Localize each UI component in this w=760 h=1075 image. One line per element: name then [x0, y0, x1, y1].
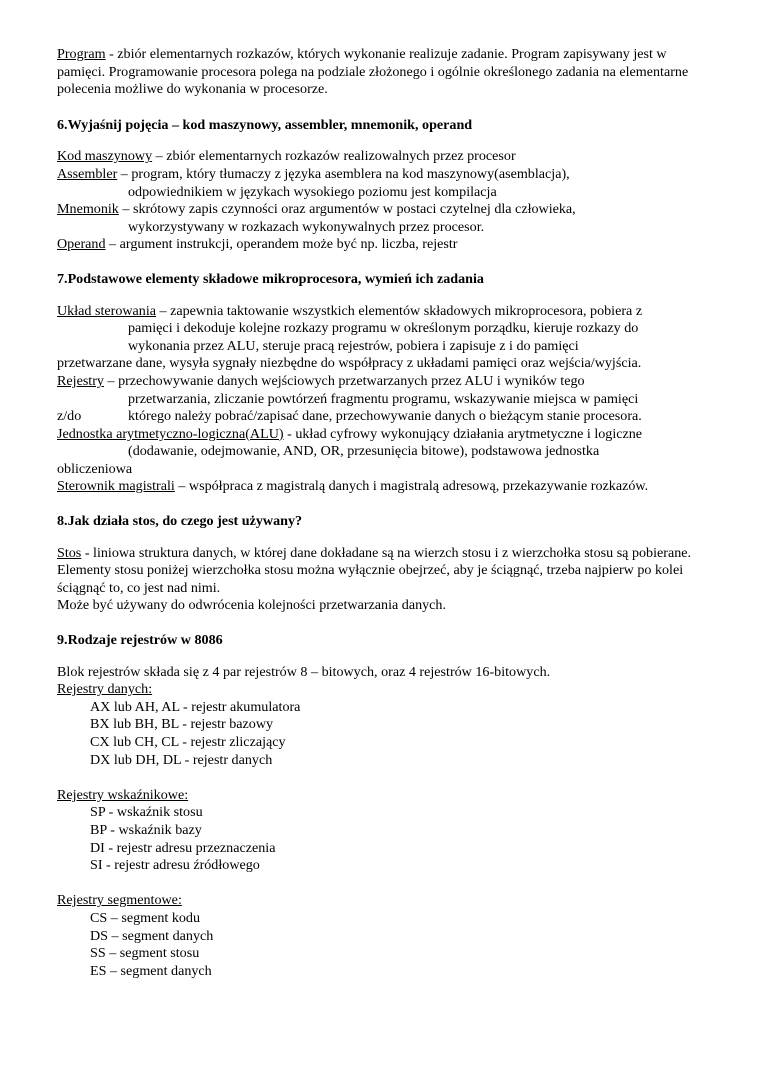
def-uklad-cont-1: pamięci i dekoduje kolejne rozkazy programu w określonym porządku, kieruje rozkazy do	[128, 320, 639, 337]
def-alu-cont-2: obliczeniowa	[57, 460, 133, 477]
def-rejestry-cont-2: z/do którego należy pobrać/zapisać dane, przechowywanie danych o bieżącym stanie procesora.	[57, 408, 642, 425]
group-title-pointer: Rejestry wskaźnikowe:	[57, 786, 189, 803]
def-sterownik: Sterownik magistrali – współpraca z magistralą danych i magistralą adresową, przekazywanie rozkazów.	[57, 478, 649, 495]
register-item: CX lub CH, CL - rejestr zliczający	[90, 734, 286, 750]
register-item: SI - rejestr adresu źródłowego	[90, 857, 260, 874]
def-operand: Operand – argument instrukcji, operandem może być np. liczba, rejestr	[57, 236, 458, 253]
spacer	[57, 769, 707, 787]
def-mnemonik-cont: wykorzystywany w rozkazach wykonywalnych przez procesor.	[128, 218, 485, 235]
register-item: ES – segment danych	[90, 962, 212, 979]
def-kod-maszynowy: Kod maszynowy – zbiór elementarnych rozkazów realizowalnych przez procesor	[57, 148, 516, 165]
def-mnemonik: Mnemonik – skrótowy zapis czynności oraz argumentów w postaci czytelnej dla człowieka,	[57, 201, 576, 218]
spacer	[57, 875, 707, 893]
register-item: DS – segment danych	[90, 927, 214, 944]
def-rejestry-cont-1: przetwarzania, zliczanie powtórzeń fragmentu programu, wskazywanie miejsca w pamięci	[128, 390, 639, 407]
register-item: DX lub DH, DL - rejestr danych	[90, 751, 273, 768]
heading-6: 6.Wyjaśnij pojęcia – kod maszynowy, assembler, mnemonik, operand	[57, 116, 473, 133]
register-item: SS – segment stosu	[90, 945, 200, 962]
group-title-segment: Rejestry segmentowe:	[57, 892, 182, 909]
def-uklad-cont-2: wykonania przez ALU, steruje pracą rejestrów, pobiera i zapisuje z i do pamięci	[128, 337, 579, 354]
heading-8: 8.Jak działa stos, do czego jest używany?	[57, 513, 303, 530]
def-alu: Jednostka arytmetyczno-logiczna(ALU) - układ cyfrowy wykonujący działania arytmetyczne i logiczne	[57, 425, 643, 442]
def-assembler-cont: odpowiednikiem w językach wysokiego poziomu jest kompilacja	[128, 183, 497, 200]
document-page	[57, 46, 707, 980]
intro-paragraph: Program - zbiór elementarnych rozkazów, których wykonanie realizuje zadanie. Program zapisywany jest w pamięci. Programowanie procesora polega na podziale złożonego i ogólnie określonego zadania na elementarne polecenia możliwe do wykonania w procesorze.	[57, 46, 689, 98]
term-program: Program	[57, 46, 106, 62]
group-title-data: Rejestry danych:	[57, 681, 153, 698]
register-item: SP - wskaźnik stosu	[90, 804, 203, 821]
register-item: CS – segment kodu	[90, 909, 201, 926]
def-assembler: Assembler – program, który tłumaczy z języka asemblera na kod maszynowy(asemblacja),	[57, 165, 570, 182]
stos-usage: Może być używany do odwrócenia kolejności przetwarzania danych.	[57, 597, 446, 614]
def-stos: Stos - liniowa struktura danych, w której dane dokładane są na wierzch stosu i z wierzchołka stosu są pobierane. Elementy stosu poniżej wierzchołka stosu można wyłącznie obejrzeć, aby je ściągnąć, trzeba najpierw po kolei ściągnąć to, co jest nad nimi.	[57, 544, 692, 596]
register-item: AX lub AH, AL - rejestr akumulatora	[90, 698, 301, 715]
def-alu-cont-1: (dodawanie, odejmowanie, AND, OR, przesunięcia bitowe), podstawowa jednostka	[128, 443, 600, 460]
register-item: DI - rejestr adresu przeznaczenia	[90, 839, 276, 856]
def-rejestry: Rejestry – przechowywanie danych wejściowych przetwarzanych przez ALU i wyników tego	[57, 372, 585, 389]
def-uklad-cont-3: przetwarzane dane, wysyła sygnały niezbędne do współpracy z układami pamięci oraz wejścia/wyjścia.	[57, 355, 642, 372]
heading-7: 7.Podstawowe elementy składowe mikroprocesora, wymień ich zadania	[57, 270, 484, 287]
registers-intro: Blok rejestrów składa się z 4 par rejestrów 8 – bitowych, oraz 4 rejestrów 16-bitowych.	[57, 663, 551, 680]
register-item: BX lub BH, BL - rejestr bazowy	[90, 716, 274, 733]
def-uklad-sterowania: Układ sterowania – zapewnia taktowanie wszystkich elementów składowych mikroprocesora, pobiera z	[57, 302, 643, 319]
register-item: BP - wskaźnik bazy	[90, 821, 202, 838]
heading-9: 9.Rodzaje rejestrów w 8086	[57, 632, 223, 649]
